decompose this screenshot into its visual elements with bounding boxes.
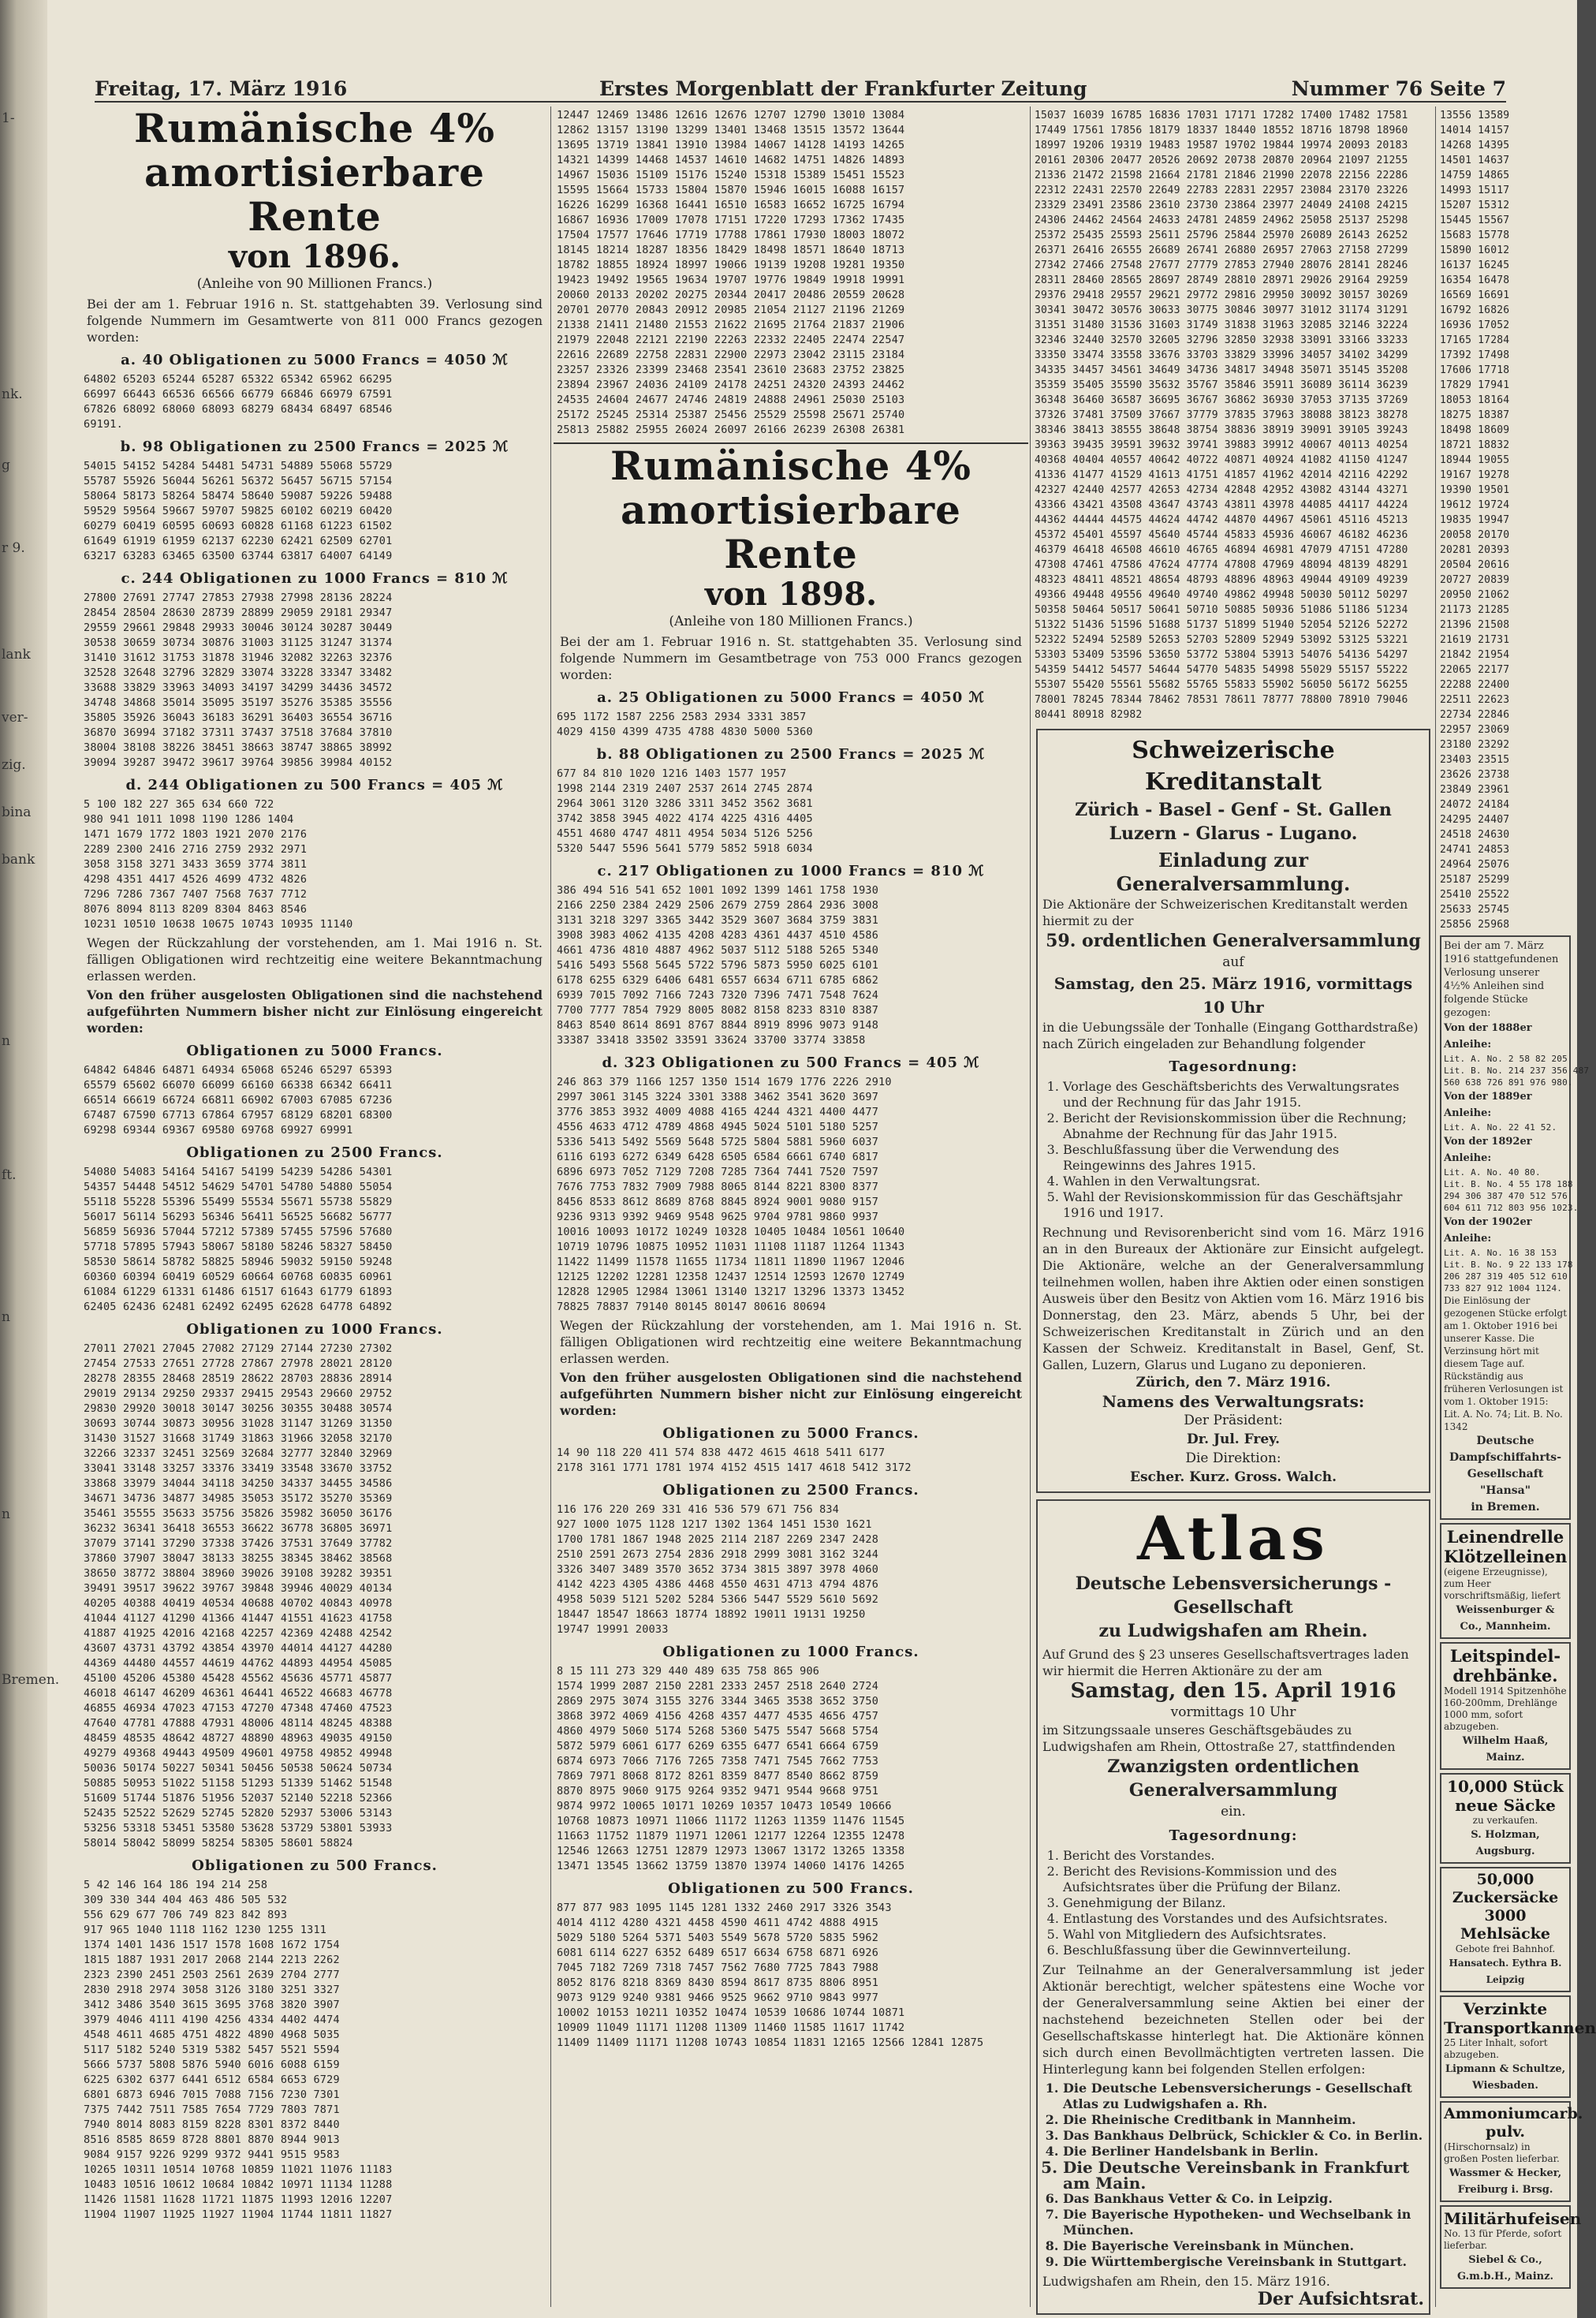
redemption-note: Wegen der Rückzahlung der vorstehenden, am 1. Mai 1916 n. St. fälligen Obligationen wird rechtzeitig eine weitere Bekanntmachung erlassen werden.	[87, 935, 543, 984]
hansa-numbers: Lit. A. No. 22 41 52.	[1444, 1122, 1557, 1133]
number-list: 5 42 146 164 186 194 214 258 309 330 344 404 463 486 505 532 556 629 677 706 749 823 842 893 917 965 1040 1118 1162 1230 1255 1311 1374 1401 1436 1517 1578 1608 1672 1754 1815 1887 1931 2017 2068 2144 2213 2262 2323 2390 2451 2503 2561 2639 2704 2777 2830 2918 2974 3058 3126 3180 3251 3327 3412 3486 3540 3615 3695 3768 3820 3907 3979 4046 4111 4190 4256 4334 4402 4474 4548 4611 4685 4751 4822 4890 4968 5035 5117 5182 5240 5319 5382 5457 5521 5594 5666 5737 5808 5876 5940 6016 6088 6159 6225 6302 6377 6441 6512 6584 6653 6729 6801 6873 6946 7015 7088 7156 7230 7301 7375 7442 7511 7585 7654 7729 7803 7871 7940 8014 8083 8159 8228 8301 8372 8440 8516 8585 8659 8728 8801 8870 8944 9013 9084 9157 9226 9299 9372 9441 9515 9583 10265 10311 10514 10768 10859 11021 11076 11183 10483 10516 10612 10684 10842 10971 11134 11288 11426 11581 11628 11721 11875 11993 12016 12207 11904 11907 11925 11927 11904 11744 11811 11827	[84, 1879, 393, 2221]
ad-text: (Hirschornsalz) in großen Posten lieferbar.	[1444, 2141, 1560, 2164]
edge-fragment: nk.	[2, 386, 23, 402]
agenda-item: 1. Bericht des Vorstandes.	[1063, 1848, 1424, 1864]
agenda-item: 5. Wahl von Mitgliedern des Aufsichtsrates.	[1063, 1927, 1424, 1943]
bank-item: 4. Die Berliner Handelsbank in Berlin.	[1063, 2144, 1424, 2159]
rente-1898-year: von 1898.	[704, 576, 878, 613]
section-heading: a. 25 Obligationen zu 5000 Francs = 4050 ℳ	[597, 689, 985, 706]
number-list: 54015 54152 54284 54481 54731 54889 55068 55729 55787 55926 56044 56261 56372 56457 56715 57154 58064 58173 58264 58474 58640 59087 59226 59488 59529 59564 59667 59707 59825 60102 60219 60420 60279 60419 60595 60693 60828 61168 61223 61502 61649 61919 61959 62137 62230 62421 62509 62701 63217 63283 63465 63500 63744 63817 64007 64149	[84, 460, 393, 562]
kreditanstalt-signature: Der Präsident:	[1184, 1413, 1283, 1428]
ad-firm: S. Holzman, Augsburg.	[1471, 1829, 1540, 1857]
number-list: 877 877 983 1095 1145 1281 1332 2460 2917 3326 3543 4014 4112 4280 4321 4458 4590 4611 4742 4888 4915 5029 5180 5264 5371 5403 5549 5678 5720 5835 5962 6081 6114 6227 6352 6489 6517 6634 6758 6871 6926 7045 7182 7269 7318 7457 7562 7680 7725 7843 7988 8052 8176 8218 8369 8430 8594 8617 8735 8806 8951 9073 9129 9240 9381 9466 9525 9662 9710 9843 9977 10002 10153 10211 10352 10474 10539 10686 10744 10871 10909 11049 11171 11208 11309 11460 11585 11617 11742 11409 11409 11171 11208 10743 10854 11831 12165 12566 12841 12875	[557, 1902, 984, 2049]
ad-firm: Wassmer & Hecker, Freiburg i. Brsg.	[1449, 2167, 1562, 2196]
number-list: 12447 12469 13486 12616 12676 12707 12790 13010 13084 12862 13157 13190 13299 13401 13468 13515 13572 13644 13695 13719 13841 13910 13984 14067 14128 14193 14265 14321 14399 14468 14537 14610 14682 14751 14826 14893 14967 15036 15109 15176 15240 15318 15389 15451 15523 15595 15664 15733 15804 15870 15946 16015 16088 16157 16226 16299 16368 16441 16510 16583 16652 16725 16794 16867 16936 17009 17078 17151 17220 17293 17362 17435 17504 17577 17646 17719 17788 17861 17930 18003 18072 18145 18214 18287 18356 18429 18498 18571 18640 18713 18782 18855 18924 18997 19066 19139 19208 19281 19350 19423 19492 19565 19634 19707 19776 19849 19918 19991 20060 20133 20202 20275 20344 20417 20486 20559 20628 20701 20770 20843 20912 20985 21054 21127 21196 21269 21338 21411 21480 21553 21622 21695 21764 21837 21906 21979 22048 22121 22190 22263 22332 22405 22474 22547 22616 22689 22758 22831 22900 22973 23042 23115 23184 23257 23326 23399 23468 23541 23610 23683 23752 23825 23894 23967 24036 24109 24178 24251 24320 24393 24462 24535 24604 24677 24746 24819 24888 24961 25030 25103 25172 25245 25314 25387 25456 25529 25598 25671 25740 25813 25882 25955 26024 26097 26166 26239 26308 26381	[557, 109, 905, 436]
section-heading: Obligationen zu 500 Francs.	[192, 1857, 438, 1874]
agenda-item: 2. Bericht der Revisionskommission über die Rechnung; Abnahme der Rechnung für das Jahr 1915.	[1063, 1110, 1424, 1142]
column-rule	[550, 106, 551, 2307]
ad-firm: Siebel & Co., G.m.b.H., Mainz.	[1456, 2254, 1554, 2283]
atlas-date: Samstag, den 15. April 1916	[1070, 1679, 1396, 1703]
number-list: 14 90 118 220 411 574 838 4472 4615 4618 5411 6177 2178 3161 1771 1781 1974 4152 4515 1417 4618 5412 3172	[557, 1446, 912, 1474]
hansa-loan: Von der 1889er Anleihe:	[1444, 1091, 1532, 1119]
column-rule	[1435, 106, 1436, 2307]
bank-item: 2. Die Rheinische Creditbank in Mannheim.	[1063, 2112, 1424, 2128]
earlier-note: Von den früher ausgelosten Obligationen sind die nachstehend aufgeführten Nummern bisher nicht zur Einlösung eingereicht worden:	[87, 987, 543, 1036]
agenda-item: 1. Vorlage des Geschäftsberichts des Verwaltungsrates und der Rechnung für das Jahr 1915.	[1063, 1079, 1424, 1110]
classified-ad	[1440, 1995, 1596, 2098]
rente-1896-subtitle: (Anleihe von 90 Millionen Francs.)	[196, 276, 433, 292]
earlier-note: Von den früher ausgelosten Obligationen sind die nachstehend aufgeführten Nummern bisher nicht zur Einlösung eingereicht worden:	[560, 1370, 1022, 1418]
number-list: 695 1172 1587 2256 2583 2934 3331 3857 4029 4150 4399 4735 4788 4830 5000 5360	[557, 711, 813, 738]
edge-fragment: bina	[2, 804, 32, 820]
edge-fragment: Bremen.	[2, 1672, 60, 1688]
kreditanstalt-cities: Zürich - Basel - Genf - St. Gallen	[1075, 800, 1392, 820]
rente-1896-title: Rumänische 4% amortisierbare Rente	[133, 105, 496, 240]
edge-fragment: zig.	[2, 757, 26, 773]
section-heading: d. 244 Obligationen zu 500 Francs = 405 ℳ	[125, 777, 504, 793]
kreditanstalt-agenda-title: Tagesordnung:	[1169, 1058, 1298, 1075]
section-heading: Obligationen zu 2500 Francs.	[186, 1144, 443, 1161]
number-list: 27800 27691 27747 27853 27938 27998 28136 28224 28454 28504 28630 28739 28899 29059 29181 29347 29559 29661 29848 29933 30046 30124 30287 30449 30538 30659 30734 30876 31003 31125 31247 31374 31410 31612 31753 31878 31946 32082 32263 32376 32528 32648 32796 32829 33074 33228 33347 33482 33688 33829 33963 34093 34197 34299 34436 34572 34748 34868 35014 35095 35197 35276 35385 35556 35805 35926 36043 36183 36291 36403 36554 36716 36870 36994 37182 37311 37437 37518 37684 37810 38004 38108 38226 38451 38663 38747 38865 38992 39094 39287 39472 39617 39764 39856 39984 40152	[84, 592, 393, 769]
edge-fragment: n	[2, 1506, 10, 1522]
kreditanstalt-place: in die Uebungssäle der Tonhalle (Eingang Gotthardstraße) nach Zürich eingeladen zur Behandlung folgender	[1042, 1020, 1419, 1051]
classified-ad	[1440, 1773, 1571, 1864]
number-list: 677 84 810 1020 1216 1403 1577 1957 1998 2144 2319 2407 2537 2614 2745 2874 2964 3061 3120 3286 3311 3452 3562 3681 3742 3858 3945 4022 4174 4225 4316 4405 4551 4680 4747 4811 4954 5034 5126 5256 5320 5447 5596 5641 5779 5852 5918 6034	[557, 767, 813, 855]
section-heading: d. 323 Obligationen zu 500 Francs = 405 ℳ	[602, 1054, 980, 1071]
ad-firm: Weissenburger & Co., Mannheim.	[1456, 1604, 1555, 1633]
section-heading: Obligationen zu 1000 Francs.	[186, 1321, 443, 1338]
hansa-name: Gesellschaft "Hansa"	[1467, 1468, 1544, 1497]
number-list: 246 863 379 1166 1257 1350 1514 1679 1776 2226 2910 2997 3061 3145 3224 3301 3388 3462 3541 3620 3697 3776 3853 3932 4009 4088 4165 4244 4321 4400 4477 4556 4633 4712 4789 4868 4945 5024 5101 5180 5257 5336 5413 5492 5569 5648 5725 5804 5881 5960 6037 6116 6193 6272 6349 6428 6505 6584 6661 6740 6817 6896 6973 7052 7129 7208 7285 7364 7441 7520 7597 7676 7753 7832 7909 7988 8065 8144 8221 8300 8377 8456 8533 8612 8689 8768 8845 8924 9001 9080 9157 9236 9313 9392 9469 9548 9625 9704 9781 9860 9937 10016 10093 10172 10249 10328 10405 10484 10561 10640 10719 10796 10875 10952 11031 11108 11187 11264 11343 11422 11499 11578 11655 11734 11811 11890 11967 12046 12125 12202 12281 12358 12437 12514 12593 12670 12749 12828 12905 12984 13061 13140 13217 13296 13373 13452 78825 78837 79140 80145 80147 80616 80694	[557, 1076, 905, 1313]
edge-fragment: g	[2, 457, 10, 473]
atlas-ein: ein.	[1221, 1804, 1246, 1820]
atlas-subtitle: zu Ludwigshafen am Rhein.	[1098, 1621, 1368, 1641]
ad-text: zu verkaufen.	[1472, 1815, 1538, 1826]
number-list: 116 176 220 269 331 416 536 579 671 756 834 927 1000 1075 1128 1217 1302 1364 1451 1530 1621 1700 1781 1867 1948 2025 2114 2187 2269 2347 2428 2510 2591 2673 2754 2836 2918 2999 3081 3162 3244 3326 3407 3489 3570 3652 3734 3815 3897 3978 4060 4142 4223 4305 4386 4468 4550 4631 4713 4794 4876 4958 5039 5121 5202 5284 5366 5447 5529 5610 5692 18447 18547 18663 18774 18892 19011 19131 19250 19747 19991 20033	[557, 1503, 879, 1636]
number-list: 64802 65203 65244 65287 65322 65342 65962 66295 66997 66443 66536 66566 66779 66846 66979 67591 67826 68092 68060 68093 68279 68434 68497 68546 69191.	[84, 373, 393, 431]
kreditanstalt-agenda	[1042, 1079, 1424, 1221]
agenda-item: 3. Beschlußfassung über die Verwendung des Reingewinns des Jahres 1915.	[1063, 1142, 1424, 1174]
kreditanstalt-intro: Die Aktionäre der Schweizerischen Kreditanstalt werden hiermit zu der	[1042, 897, 1408, 928]
number-list: 15037 16039 16785 16836 17031 17171 17282 17400 17482 17581 17449 17561 17856 18179 18337 18440 18552 18716 18798 18960 18997 19206 19319 19483 19587 19702 19844 19974 20093 20183 20161 20306 20477 20526 20692 20738 20870 20964 21097 21255 21336 21472 21598 21664 21781 21846 21990 22078 22156 22286 22312 22431 22570 22649 22783 22831 22957 23084 23170 23226 23329 23491 23586 23610 23730 23864 23977 24049 24108 24215 24306 24462 24564 24633 24781 24859 24962 25058 25137 25298 25372 25435 25593 25611 25796 25844 25970 26089 26143 26252 26371 26416 26555 26689 26741 26880 26957 27063 27158 27299 27342 27466 27548 27677 27779 27853 27940 28076 28141 28246 28311 28460 28565 28697 28749 28810 28971 29026 29164 29259 29376 29418 29557 29621 29772 29816 29950 30092 30157 30269 30341 30472 30576 30633 30775 30846 30977 31012 31174 31291 31351 31480 31536 31603 31749 31838 31963 32085 32146 32224 32346 32440 32570 32605 32796 32850 32938 33091 33166 33233 33350 33474 33558 33676 33703 33829 33996 34057 34102 34299 34335 34457 34561 34649 34736 34817 34948 35071 35145 35208 35359 35405 35590 35632 35767 35846 35911 36089 36114 36239 36348 36460 36587 36695 36767 36862 36930 37053 37135 37269 37326 37481 37509 37667 37779 37835 37963 38088 38123 38278 38346 38413 38555 38648 38754 38836 38919 39091 39105 39243 39363 39435 39591 39632 39741 39883 39912 40067 40113 40254 40368 40404 40557 40642 40722 40871 40924 41082 41150 41247 41336 41477 41529 41613 41751 41857 41962 42014 42116 42292 42327 42440 42577 42653 42734 42848 42952 43082 43144 43271 43366 43421 43508 43647 43743 43811 43978 44085 44117 44224 44362 44444 44575 44624 44742 44870 44967 45061 45116 45213 45372 45401 45597 45640 45744 45833 45936 46067 46182 46236 46379 46418 46508 46610 46765 46894 46981 47079 47151 47280 47308 47461 47586 47624 47774 47808 47969 48094 48139 48291 48323 48411 48521 48654 48793 48896 48963 49044 49109 49239 49366 49448 49556 49640 49740 49862 49948 50030 50112 50297 50358 50464 50517 50641 50710 50885 50936 51086 51186 51234 51322 51436 51596 51688 51737 51899 51940 52054 52126 52272 52322 52494 52589 52653 52703 52809 52949 53092 53125 53221 53303 53409 53596 53650 53772 53804 53913 54076 54136 54297 54359 54412 54577 54644 54770 54835 54998 55029 55157 55222 55307 55420 55561 55682 55765 55833 55902 56050 56172 56255 78001 78245 78344 78462 78531 78611 78777 78800 78910 79046 80441 80918 82982	[1035, 110, 1408, 721]
hansa-loan: Von der 1902er Anleihe:	[1444, 1216, 1532, 1245]
edge-fragment: lank	[2, 647, 31, 663]
atlas-intro: Auf Grund des § 23 unseres Gesellschaftsvertrages laden wir hiermit die Herren Aktionäre zu der am	[1042, 1647, 1409, 1678]
edge-fragment: ver-	[2, 710, 28, 726]
binding-gutter	[0, 0, 60, 2318]
kreditanstalt-date: Samstag, den 25. März 1916, vormittags 10 Uhr	[1053, 974, 1413, 1017]
bank-item: 8. Die Bayerische Vereinsbank in München.	[1063, 2238, 1424, 2254]
column-4	[1438, 106, 1596, 2307]
section-heading: b. 98 Obligationen zu 2500 Francs = 2025 ℳ	[120, 439, 509, 455]
kreditanstalt-date2: Zürich, den 7. März 1916.	[1135, 1375, 1331, 1390]
hansa-numbers: Lit. A. No. 16 38 153 Lit. B. No. 9 22 133 178 206 287 319 405 512 610 733 827 912 1004 1124.	[1444, 1248, 1573, 1293]
ad-firm: Wilhelm Haaß, Mainz.	[1462, 1735, 1549, 1764]
hansa-loan: Von der 1892er Anleihe:	[1444, 1136, 1532, 1164]
column-1	[80, 106, 549, 2307]
bank-item: 3. Das Bankhaus Delbrück, Schickler & Co. in Berlin.	[1063, 2128, 1424, 2144]
kreditanstalt-signature: Die Direktion:	[1185, 1450, 1281, 1466]
hansa-body: Die Einlösung der gezogenen Stücke erfolgt am 1. Oktober 1916 bei unserer Kasse. Die Verzinsung hört mit diesem Tage auf. Rückständig aus früheren Verlosungen ist vom 1. Oktober 1915: Lit. A. No. 74; Lit. B. No. 1342	[1444, 1295, 1568, 1432]
kreditanstalt-body: Rechnung und Revisorenbericht sind vom 16. März 1916 an in den Bureaux der Aktionäre zur Einsicht aufgelegt. Die Aktionäre, welche an der Generalversammlung teilnehmen wollen, haben ihre Aktien oder einen sonstigen Ausweis über den Besitz von Aktien vom 16. März 1916 bis Donnerstag, den 23. März, abends 5 Uhr, bei der Schweizerischen Kreditanstalt in Zürich und an den Kassen der Schweiz. Kreditanstalt in Basel, Genf, St. Gallen, Luzern, Glarus und Lugano zu deponieren.	[1042, 1225, 1424, 1372]
number-list: 64842 64846 64871 64934 65068 65246 65297 65393 65579 65602 66070 66099 66160 66338 66342 66411 66514 66619 66724 66811 66902 67003 67085 67236 67487 67590 67713 67864 67957 68129 68201 68300 69298 69344 69367 69580 69768 69927 69991	[84, 1064, 393, 1137]
ad-title: Verzinkte Transportkannen	[1444, 1999, 1596, 2037]
atlas-date2: Ludwigshafen am Rhein, den 15. März 1916.	[1042, 2274, 1330, 2289]
number-list: 13556 13589 14014 14157 14268 14395 14501 14637 14759 14865 14993 15117 15207 15312 15445 15567 15683 15778 15890 16012 16137 16245 16354 16478 16569 16691 16792 16826 16936 17052 17165 17284 17392 17498 17606 17718 17829 17941 18053 18164 18275 18387 18498 18609 18721 18832 18944 19055 19167 19278 19390 19501 19612 19724 19835 19947 20058 20170 20281 20393 20504 20616 20727 20839 20950 21062 21173 21285 21396 21508 21619 21731 21842 21954 22065 22177 22288 22400 22511 22623 22734 22846 22957 23069 23180 23292 23403 23515 23626 23738 23849 23961 24072 24184 24295 24407 24518 24630 24741 24853 24964 25076 25187 25299 25410 25522 25633 25745 25856 25968	[1440, 110, 1510, 931]
atlas-subtitle: Deutsche Lebensversicherungs - Gesellschaft	[1075, 1573, 1392, 1618]
section-heading: b. 88 Obligationen zu 2500 Francs = 2025 ℳ	[596, 746, 986, 763]
bank-item: 7. Die Bayerische Hypotheken- und Wechselbank in München.	[1063, 2207, 1424, 2238]
agenda-item: 5. Wahl der Revisionskommission für das Geschäftsjahr 1916 und 1917.	[1063, 1189, 1424, 1221]
atlas-name: Atlas	[1137, 1503, 1329, 1573]
atlas-time: vormittags 10 Uhr	[1170, 1704, 1296, 1720]
header-date: Freitag, 17. März 1916	[95, 77, 348, 100]
hansa-name: Deutsche Dampfschiffahrts-	[1449, 1435, 1562, 1464]
hansa-numbers: Lit. A. No. 40 80. Lit. B. No. 4 55 178 188 294 306 387 470 512 576 604 611 712 803 956 1023.	[1444, 1167, 1579, 1213]
ad-firm: Lipmann & Schultze, Wiesbaden.	[1445, 2063, 1566, 2092]
ad-text: Modell 1914 Spitzenhöhe 160-200mm, Drehlänge 1000 mm, sofort abzugeben.	[1444, 1685, 1567, 1732]
atlas-signature: Der Aufsichtsrat.	[1257, 2289, 1424, 2309]
classified-ad	[1440, 1642, 1571, 1770]
classified-ad	[1440, 1867, 1571, 1992]
atlas-ad	[1036, 1499, 1430, 2315]
hansa-numbers: Lit. A. No. 2 58 82 205 Lit. B. No. 214 237 356 487 560 638 726 891 976 980.	[1444, 1054, 1590, 1088]
kreditanstalt-signature: Escher. Kurz. Gross. Walch.	[1129, 1469, 1337, 1485]
number-list: 386 494 516 541 652 1001 1092 1399 1461 1758 1930 2166 2250 2384 2429 2506 2679 2759 2864 2936 3008 3131 3218 3297 3365 3442 3529 3607 3684 3759 3831 3908 3983 4062 4135 4208 4283 4361 4437 4510 4586 4661 4736 4810 4887 4962 5037 5112 5188 5265 5340 5416 5493 5568 5645 5722 5796 5873 5950 6025 6101 6178 6255 6329 6406 6481 6557 6634 6711 6785 6862 6939 7015 7092 7166 7243 7320 7396 7471 7548 7624 7700 7777 7854 7929 8005 8082 8158 8233 8310 8387 8463 8540 8614 8691 8767 8844 8919 8996 9073 9148 33387 33418 33502 33591 33624 33700 33774 33858	[557, 884, 879, 1047]
rente-1896-year: von 1896.	[228, 238, 401, 275]
header-issue: Nummer 76 Seite 7	[1291, 77, 1506, 100]
rente-1896-intro: Bei der am 1. Februar 1916 n. St. stattgehabten 39. Verlosung sind folgende Nummern im Gesamtwerte von 811 000 Francs gezogen worden:	[87, 297, 543, 345]
bank-item: 9. Die Württembergische Vereinsbank in Stuttgart.	[1063, 2254, 1424, 2270]
ad-title: Ammoniumcarb. pulv.	[1444, 2105, 1583, 2141]
number-list: 5 100 182 227 365 634 660 722 980 941 1011 1098 1190 1286 1404 1471 1679 1772 1803 1921 2070 2176 2289 2300 2416 2716 2759 2932 2971 3058 3158 3271 3433 3659 3774 3811 4298 4351 4417 4526 4699 4732 4826 7296 7286 7367 7407 7568 7637 7712 8076 8094 8113 8209 8304 8463 8546 10231 10510 10638 10675 10743 10935 11140	[84, 798, 353, 931]
ad-text: Gebote frei Bahnhof.	[1455, 1943, 1556, 1954]
atlas-place: im Sitzungssaale unseres Geschäftsgebäudes zu Ludwigshafen am Rhein, Ottostraße 27, stattfindenden	[1042, 1723, 1396, 1754]
rente-1898-subtitle: (Anleihe von 180 Millionen Francs.)	[669, 614, 913, 629]
rente-1898-title: Rumänische 4% amortisierbare Rente	[554, 442, 1028, 577]
column-3	[1033, 106, 1434, 2307]
ad-title: Leitspindel-drehbänke.	[1449, 1646, 1561, 1685]
ad-text: No. 13 für Pferde, sofort lieferbar.	[1444, 2228, 1562, 2251]
kreditanstalt-cities: Luzern - Glarus - Lugano.	[1109, 823, 1358, 844]
bank-item: 6. Das Bankhaus Vetter & Co. in Leipzig.	[1063, 2191, 1424, 2207]
redemption-note: Wegen der Rückzahlung der vorstehenden, am 1. Mai 1916 n. St. fälligen Obligationen wird rechtzeitig eine weitere Bekanntmachung erlassen werden.	[560, 1318, 1022, 1366]
number-list: 8 15 111 273 329 440 489 635 758 865 906 1574 1999 2087 2150 2281 2333 2457 2518 2640 2724 2869 2975 3074 3155 3276 3344 3465 3538 3652 3750 3868 3972 4069 4156 4268 4357 4477 4535 4656 4757 4860 4979 5060 5174 5268 5360 5475 5547 5668 5754 5872 5979 6061 6177 6269 6355 6477 6541 6664 6759 6874 6973 7066 7176 7265 7358 7471 7545 7662 7753 7869 7971 8068 8172 8261 8359 8477 8540 8662 8759 8870 8975 9060 9175 9264 9352 9471 9544 9668 9751 9874 9972 10065 10171 10269 10357 10473 10549 10666 10768 10873 10971 11066 11172 11263 11359 11476 11545 11663 11752 11879 11971 12061 12177 12264 12355 12478 12546 12663 12751 12879 12973 13067 13172 13265 13358 13471 13545 13662 13759 13870 13974 14060 14176 14265	[557, 1665, 905, 1872]
number-list: 54080 54083 54164 54167 54199 54239 54286 54301 54357 54448 54512 54629 54701 54780 54880 55054 55118 55228 55396 55499 55534 55671 55738 55829 56017 56114 56293 56346 56411 56525 56682 56777 56859 56936 57044 57212 57389 57455 57596 57680 57718 57895 57943 58067 58180 58246 58327 58450 58530 58614 58782 58825 58946 59032 59150 59248 60360 60394 60419 60529 60664 60768 60835 60961 61084 61229 61331 61486 61517 61643 61779 61893 62405 62436 62481 62492 62495 62628 64778 64892	[84, 1166, 393, 1313]
ad-title: 10,000 Stück neue Säcke	[1447, 1777, 1564, 1815]
section-heading: Obligationen zu 1000 Francs.	[662, 1644, 919, 1660]
ad-title: 50,000 Zuckersäcke 3000 Mehlsäcke	[1452, 1871, 1559, 1943]
edge-fragment: 1-	[2, 110, 15, 126]
kreditanstalt-signature: Dr. Jul. Frey.	[1186, 1431, 1281, 1447]
header-paper-title: Erstes Morgenblatt der Frankfurter Zeitung	[599, 77, 1087, 100]
kreditanstalt-ad	[1036, 729, 1430, 1493]
kreditanstalt-invite: Einladung zur Generalversammlung.	[1116, 849, 1351, 895]
edge-fragment: n	[2, 1033, 10, 1049]
kreditanstalt-name: Schweizerische Kreditanstalt	[1132, 737, 1335, 796]
edge-fragment: n	[2, 1309, 10, 1325]
agenda-item: 4. Wahlen in den Verwaltungsrat.	[1063, 1174, 1424, 1189]
section-heading: Obligationen zu 500 Francs.	[668, 1880, 914, 1897]
rente-1898-intro: Bei der am 1. Februar 1916 n. St. stattgehabten 35. Verlosung sind folgende Nummern im Gesamtbetrage von 753 000 Francs gezogen worden:	[560, 634, 1022, 682]
bank-item: 1. Die Deutsche Lebensversicherungs - Gesellschaft Atlas zu Ludwigshafen a. Rh.	[1063, 2081, 1424, 2112]
atlas-body: Zur Teilnahme an der Generalversammlung ist jeder Aktionär berechtigt, welcher spätestens eine Woche vor der Generalversammlung seine Aktien bei einer der nachstehend bezeichneten Stellen oder bei der Gesellschaftskasse hinterlegt hat. Die Aktionäre können sich durch einen Bevollmächtigten vertreten lassen. Die Hinterlegung kann bei folgenden Stellen erfolgen:	[1042, 1962, 1424, 2077]
column-2	[554, 106, 1028, 2307]
ad-title: Leinendrelle Klötzelleinen	[1444, 1527, 1568, 1566]
kreditanstalt-gv: 59. ordentlichen Generalversammlung	[1046, 931, 1421, 951]
column-rule	[1030, 106, 1031, 2307]
atlas-agenda	[1042, 1848, 1424, 1958]
section-heading: c. 217 Obligationen zu 1000 Francs = 810 ℳ	[597, 863, 985, 879]
ad-text: 25 Liter Inhalt, sofort abzugeben.	[1444, 2037, 1548, 2060]
atlas-gv: Zwanzigsten ordentlichen Generalversammlung	[1107, 1756, 1359, 1801]
section-heading: a. 40 Obligationen zu 5000 Francs = 4050 ℳ	[121, 352, 509, 368]
classified-ad	[1440, 1523, 1571, 1639]
hansa-name: in Bremen.	[1471, 1501, 1540, 1514]
number-list: 27011 27021 27045 27082 27129 27144 27230 27302 27454 27533 27651 27728 27867 27978 28021 28120 28278 28355 28468 28519 28622 28703 28836 28914 29019 29134 29250 29337 29415 29543 29660 29752 29830 29920 30018 30147 30256 30355 30488 30574 30693 30744 30873 30956 31028 31147 31269 31350 31430 31527 31668 31749 31863 31966 32058 32170 32266 32337 32451 32569 32684 32777 32840 32969 33041 33148 33257 33376 33419 33548 33670 33752 33868 33979 34044 34118 34250 34337 34455 34586 34671 34736 34877 34985 35053 35172 35270 35369 35461 35555 35633 35756 35826 35982 36050 36176 36232 36341 36418 36553 36622 36778 36805 36971 37079 37141 37290 37338 37426 37531 37649 37782 37860 37907 38047 38133 38255 38345 38462 38568 38650 38772 38804 38960 39026 39108 39282 39351 39491 39517 39622 39767 39848 39946 40029 40134 40205 40388 40419 40534 40688 40702 40843 40978 41044 41127 41290 41366 41447 41551 41623 41758 41887 41925 42016 42168 42257 42369 42488 42542 43607 43731 43792 43854 43970 44014 44127 44280 44369 44480 44557 44619 44762 44893 44954 45085 45100 45206 45380 45428 45562 45636 45771 45877 46018 46147 46209 46361 46441 46522 46683 46778 46855 46934 47023 47153 47270 47348 47460 47523 47640 47781 47888 47931 48006 48114 48245 48388 48459 48535 48642 48727 48890 48963 49035 49150 49279 49368 49443 49509 49601 49758 49852 49948 50036 50174 50227 50341 50456 50538 50624 50734 50885 50953 51022 51158 51293 51339 51462 51548 51609 51744 51876 51956 52037 52140 52218 52366 52435 52522 52629 52745 52820 52937 53006 53143 53256 53318 53451 53580 53628 53729 53801 53933 58014 58042 58099 58254 58305 58601 58824	[84, 1342, 393, 1850]
ad-title: Militärhufeisen	[1444, 2209, 1582, 2228]
classified-ad	[1440, 2101, 1583, 2202]
ad-firm: Hansatech. Eythra B. Leipzig	[1449, 1958, 1562, 1985]
agenda-item: 4. Entlastung des Vorstandes und des Aufsichtsrates.	[1063, 1911, 1424, 1927]
hansa-notice	[1440, 935, 1590, 1520]
page-header	[95, 77, 1506, 103]
agenda-item: 6. Beschlußfassung über die Gewinnverteilung.	[1063, 1943, 1424, 1958]
kreditanstalt-signature: Namens des Verwaltungsrats:	[1102, 1392, 1365, 1411]
bank-item: 5. Die Deutsche Vereinsbank in Frankfurt am Main.	[1063, 2159, 1424, 2191]
section-heading: c. 244 Obligationen zu 1000 Francs = 810 ℳ	[121, 570, 509, 587]
edge-fragment: bank	[2, 852, 35, 868]
atlas-banks	[1042, 2081, 1424, 2270]
hansa-loan: Von der 1888er Anleihe:	[1444, 1022, 1532, 1051]
agenda-item: 2. Bericht des Revisions-Kommission und des Aufsichtsrates über die Prüfung der Bilanz.	[1063, 1864, 1424, 1895]
section-heading: Obligationen zu 2500 Francs.	[662, 1482, 919, 1499]
ad-text: (eigene Erzeugnisse), zum Heer vorschriftsmäßig, liefert	[1444, 1566, 1561, 1601]
section-heading: Obligationen zu 5000 Francs.	[662, 1425, 919, 1442]
agenda-item: 3. Genehmigung der Bilanz.	[1063, 1895, 1424, 1911]
edge-fragment: ft.	[2, 1167, 17, 1183]
hansa-intro: Bei der am 7. März 1916 stattgefundenen Verlosung unserer 4½% Anleihen sind folgende Stücke gezogen:	[1444, 940, 1559, 1019]
kreditanstalt-auf: auf	[1222, 954, 1244, 970]
edge-fragment: r 9.	[2, 540, 25, 556]
section-heading: Obligationen zu 5000 Francs.	[186, 1043, 443, 1059]
atlas-agenda-title: Tagesordnung:	[1169, 1827, 1298, 1844]
classified-ad	[1440, 2205, 1582, 2289]
